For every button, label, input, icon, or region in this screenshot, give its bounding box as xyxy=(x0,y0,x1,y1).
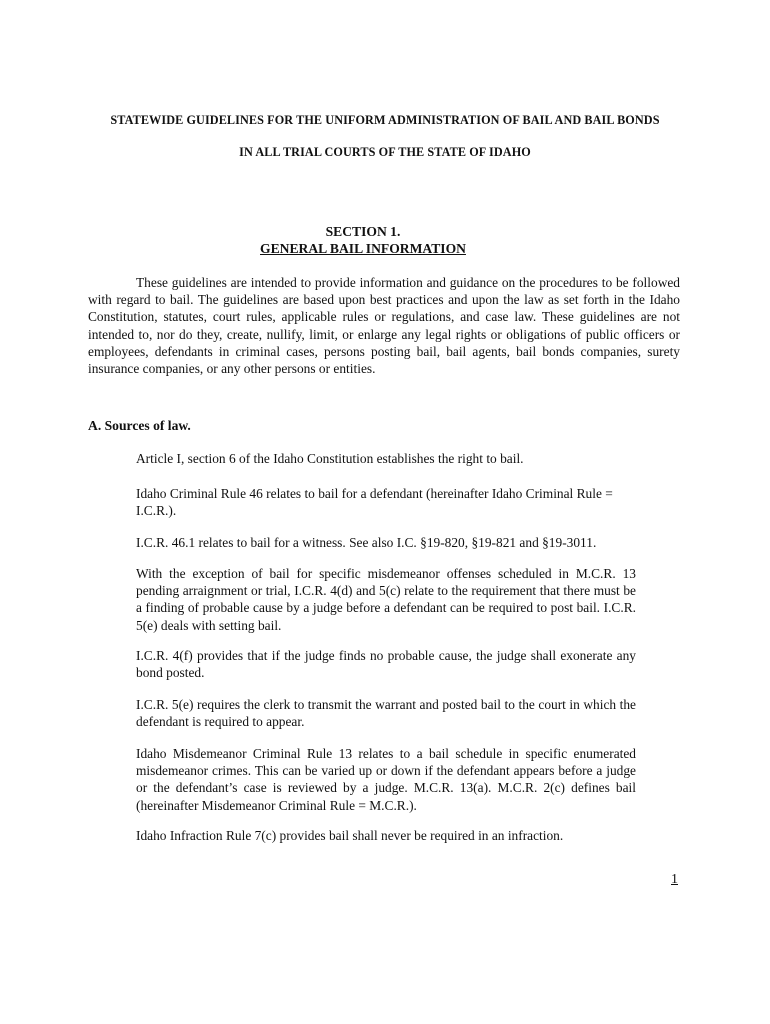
document-title-line-1: STATEWIDE GUIDELINES FOR THE UNIFORM ADMINISTRATION OF BAIL AND BAIL BONDS xyxy=(110,113,660,127)
section-number: SECTION 1. xyxy=(325,224,401,239)
page-number: 1 xyxy=(671,872,678,887)
paragraph-constitution: Article I, section 6 of the Idaho Constitution establishes the right to bail. xyxy=(136,451,524,466)
paragraph-icr-46-1: I.C.R. 46.1 relates to bail for a witness. See also I.C. §19-820, §19-821 and §19-3011. xyxy=(136,535,597,550)
paragraph-infraction-rule: Idaho Infraction Rule 7(c) provides bail shall never be required in an infraction. xyxy=(136,828,564,843)
subsection-heading: A. Sources of law. xyxy=(88,418,191,433)
paragraph-icr-46: Idaho Criminal Rule 46 relates to bail for a defendant (hereinafter Idaho Criminal Rule = I.C.R.). xyxy=(136,486,613,519)
paragraph-probable-cause: With the exception of bail for specific misdemeanor offenses scheduled in M.C.R. 13 pending arraignment or trial, I.C.R. 4(d) and 5(c) relate to the requirement that there must be a finding of probable cause by a judge before a defendant can be required to post bail. I.C.R. 5(e) deals with setting bail. xyxy=(136,566,636,633)
paragraph-icr-4f: I.C.R. 4(f) provides that if the judge finds no probable cause, the judge shall exonerate any bond posted. xyxy=(136,648,636,681)
paragraph-mcr-13: Idaho Misdemeanor Criminal Rule 13 relates to a bail schedule in specific enumerated misdemeanor crimes. This can be varied up or down if the defendant appears before a judge or the defendant’s case is reviewed by a judge. M.C.R. 13(a). M.C.R. 2(c) defines bail (hereinafter Misdemeanor Criminal Rule = M.C.R.). xyxy=(136,746,636,813)
section-title: GENERAL BAIL INFORMATION xyxy=(260,241,466,256)
document-title-line-2: IN ALL TRIAL COURTS OF THE STATE OF IDAHO xyxy=(239,145,531,159)
intro-paragraph: These guidelines are intended to provide information and guidance on the procedures to be followed with regard to bail. The guidelines are based upon best practices and upon the law as set forth in the Idaho Constitution, statutes, court rules, applicable rules or regulations, and case law. These guidelines are not intended to, nor do they, create, nullify, limit, or enlarge any legal rights or obligations of public officers or employees, defendants in criminal cases, persons posting bail, bail agents, bail bonds companies, surety insurance companies, or any other persons or entities. xyxy=(88,275,680,377)
paragraph-icr-5e: I.C.R. 5(e) requires the clerk to transmit the warrant and posted bail to the court in which the defendant is required to appear. xyxy=(136,697,636,730)
